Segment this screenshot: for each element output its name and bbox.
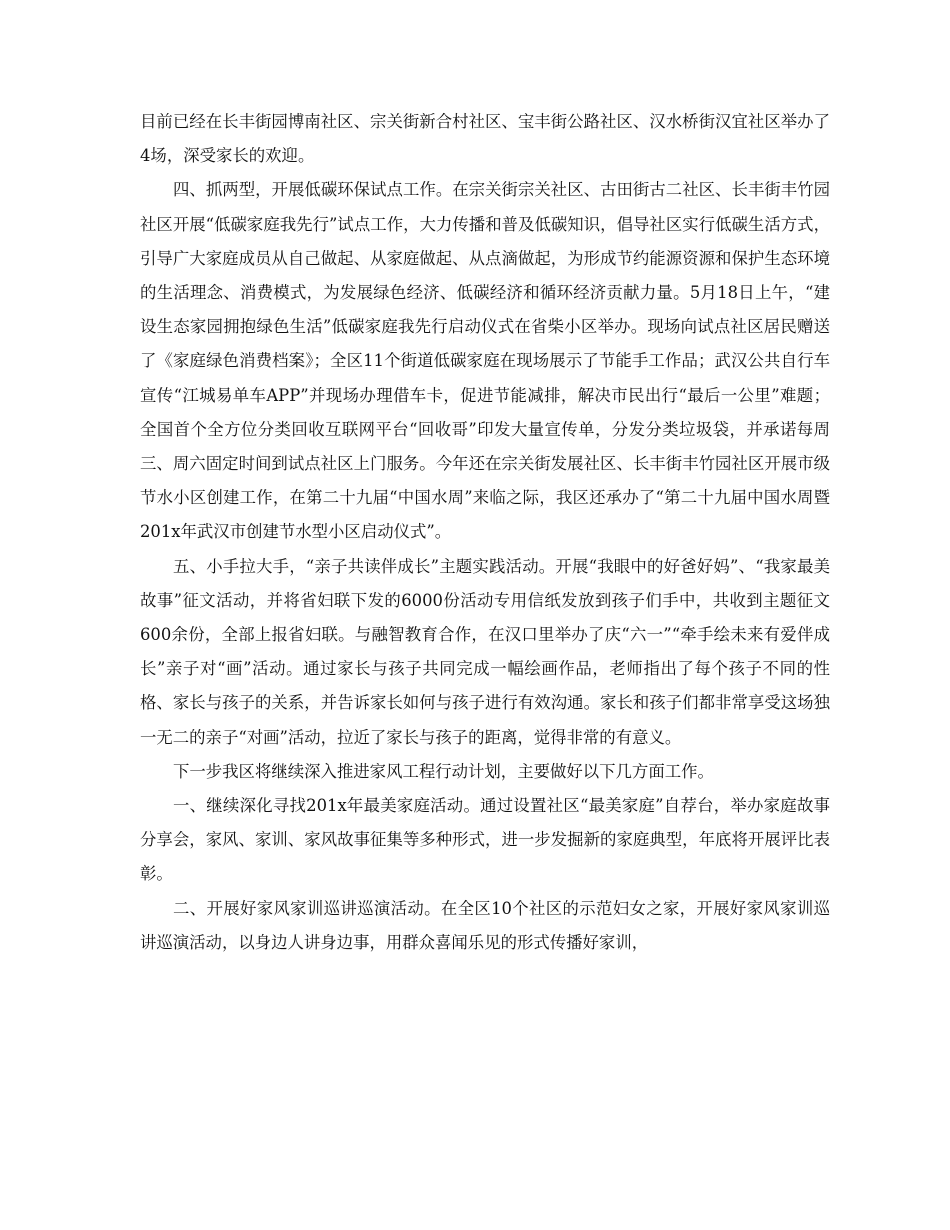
paragraph-low-carbon-pilot: 四、抓两型，开展低碳环保试点工作。在宗关街宗关社区、古田街古二社区、长丰街丰竹园社区开展“低碳家庭我先行”试点工作，大力传播和普及低碳知识，倡导社区实行低碳生活方式，引导广大家庭成员从自己做起、从家庭做起、从点滴做起，为形成节约能源资源和保护生态环境的生活理念、消费模式，为发展绿色经济、低碳经济和循环经济贡献力量。5月18日上午，“建设生态家园拥抱绿色生活”低碳家庭我先行启动仪式在省柴小区举办。现场向试点社区居民赠送了《家庭绿色消费档案》；全区11个街道低碳家庭在现场展示了节能手工作品；武汉公共自行车宣传“江城易单车APP”并现场办理借车卡，促进节能减排，解决市民出行“最后一公里”难题；全国首个全方位分类回收互联网平台“回收哥”印发大量宣传单，分发分类垃圾袋，并承诺每周三、周六固定时间到试点社区上门服务。今年还在宗关街发展社区、长丰街丰竹园社区开展市级节水小区创建工作，在第二十九届“中国水周”来临之际，我区还承办了“第二十九届中国水周暨201x年武汉市创建节水型小区启动仪式”。	[140, 180, 830, 542]
paragraph-next-steps-intro: 下一步我区将继续深入推进家风工程行动计划，主要做好以下几方面工作。	[173, 761, 714, 781]
paragraph-continuation: 目前已经在长丰街园博南社区、宗关街新合村社区、宝丰街公路社区、汉水桥街汉宜社区举办了4场，深受家长的欢迎。	[140, 112, 830, 166]
document-page	[140, 105, 830, 960]
paragraph-parent-child-reading: 五、小手拉大手，“亲子共读伴成长”主题实践活动。开展“我眼中的好爸好妈”、“我家最美故事”征文活动，并将省妇联下发的6000份活动专用信纸发放到孩子们手中，共收到主题征文600余份，全部上报省妇联。与融智教育合作，在汉口里举办了庆“六一”“牵手绘未来有爱伴成长”亲子对“画”活动。通过家长与孩子共同完成一幅绘画作品，老师指出了每个孩子不同的性格、家长与孩子的关系，并告诉家长如何与孩子进行有效沟通。家长和孩子们都非常享受这场独一无二的亲子“对画”活动，拉近了家长与孩子的距离，觉得非常的有意义。	[140, 556, 830, 747]
paragraph-most-beautiful-family: 一、继续深化寻找201x年最美家庭活动。通过设置社区“最美家庭”自荐台，举办家庭故事分享会，家风、家训、家风故事征集等多种形式，进一步发掘新的家庭典型，年底将开展评比表彰。	[140, 796, 830, 884]
paragraph-family-tradition-tour: 二、开展好家风家训巡讲巡演活动。在全区10个社区的示范妇女之家，开展好家风家训巡讲巡演活动，以身边人讲身边事，用群众喜闻乐见的形式传播好家训，	[140, 898, 830, 952]
